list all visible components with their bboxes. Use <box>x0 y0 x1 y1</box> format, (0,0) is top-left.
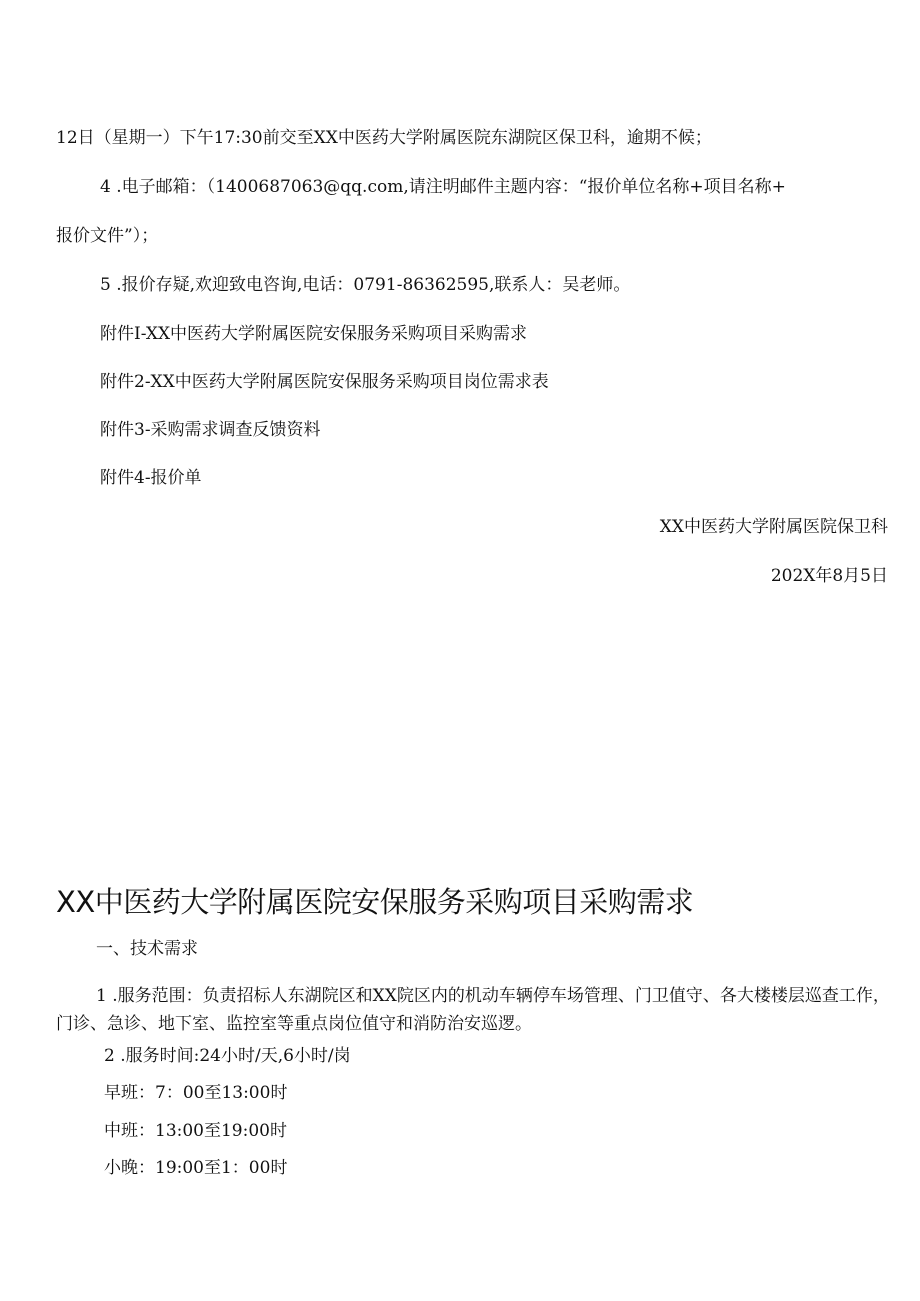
shift-midday: 中班：13:00至19:00时 <box>104 1121 287 1141</box>
attachment-4: 附件4-报价单 <box>100 468 202 488</box>
signature-date: 202X年8月5日 <box>770 566 888 586</box>
deadline-line: 12日（星期一）下午17:30前交至XX中医药大学附属医院东湖院区保卫科，逾期不候； <box>56 128 712 148</box>
page-title: XX中医药大学附属医院安保服务采购项目采购需求 <box>56 885 694 919</box>
signature-org: XX中医药大学附属医院保卫科 <box>659 517 888 537</box>
shift-morning: 早班：7：00至13:00时 <box>104 1083 288 1103</box>
attachment-2: 附件2-XX中医药大学附属医院安保服务采购项目岗位需求表 <box>100 372 549 392</box>
attachment-3: 附件3-采购需求调查反馈资料 <box>100 420 321 440</box>
attachment-1: 附件I-XX中医药大学附属医院安保服务采购项目采购需求 <box>100 324 528 344</box>
item-4-email-line-2: 报价文件”）； <box>56 226 159 246</box>
item-5-contact: 5 .报价存疑,欢迎致电咨询,电话：0791-86362595,联系人：吴老师。 <box>100 275 631 295</box>
item-1-text: 1 .服务范围：负责招标人东湖院区和XX院区内的机动车辆停车场管理、门卫值守、各大楼楼层巡查工作，门诊、急诊、地下室、监控室等重点岗位值守和消防治安巡逻。 <box>56 986 890 1034</box>
item-1-service-scope <box>56 982 892 1038</box>
section-heading-technical: 一、技术需求 <box>96 939 198 959</box>
item-2-service-time: 2 .服务时间:24小时/天,6小时/岗 <box>104 1046 351 1066</box>
item-4-email-line-1: 4 .电子邮箱：（1400687063@qq.com,请注明邮件主题内容：“报价单位名称+项目名称+ <box>100 177 786 197</box>
shift-evening: 小晚：19:00至1：00时 <box>104 1158 288 1178</box>
